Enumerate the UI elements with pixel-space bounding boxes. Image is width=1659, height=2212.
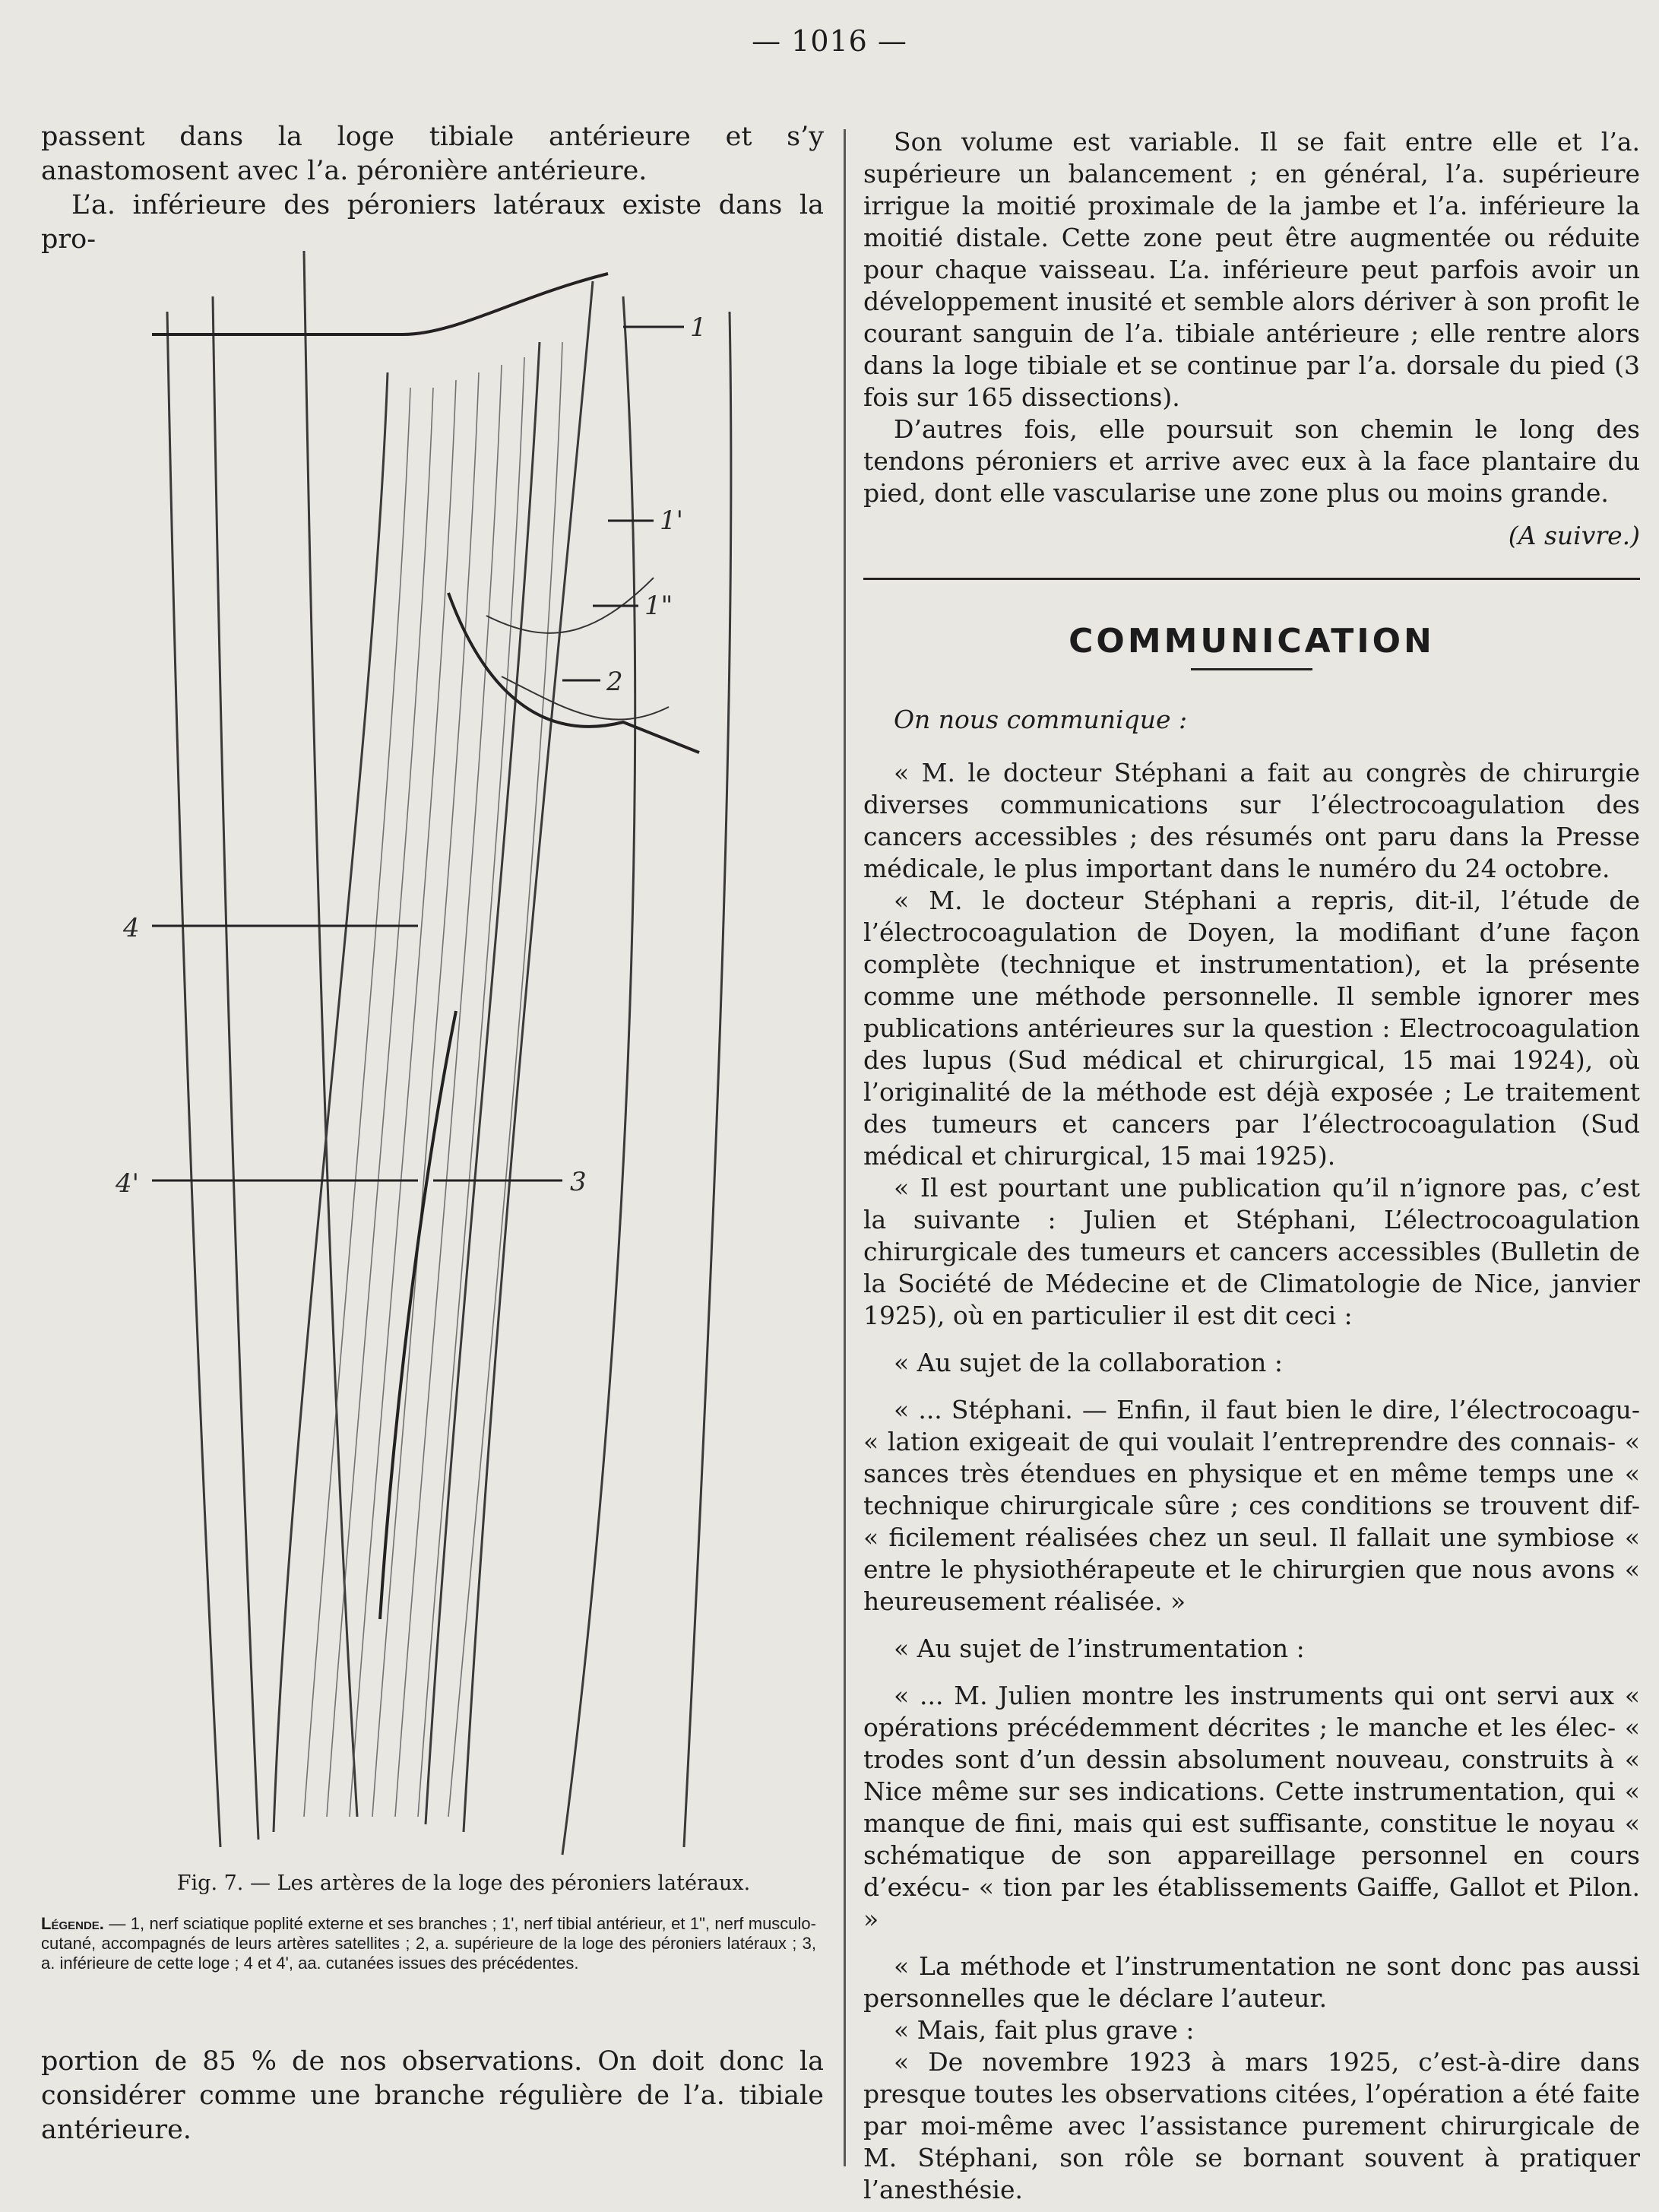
outer-outline-left <box>167 312 220 1847</box>
quote-7: « ... M. Julien montre les instruments qui ont servi aux « opérations précédemment décrites ; le manche et les élec- « trodes sont d’un dessin absolument nouveau, construits à « Nice même sur ses indications. Cette instrumentation, qui « manque de fini, mais qui est suffisante, constitue le noyau « schématique de son appareillage personnel en cours d’exécu- « tion par les établissements Gaiffe, Gallot et Pilon. » <box>863 1681 1640 1934</box>
right-paragraph-2: D’autres fois, elle poursuit son chemin le long des tendons péroniers et arrive avec eux à la face plantaire du pied, dont elle vascularise une zone plus ou moins grande. <box>863 414 1640 508</box>
left-column-bottom <box>41 2045 824 2147</box>
quote-2: « M. le docteur Stéphani a repris, dit-il, l’étude de l’électrocoagulation de Doyen, la modifiant d’une façon complète (technique et instrumentation), et la présente comme une méthode personnelle. Il semble ignorer mes publications antérieures sur la question : Electrocoagulation des lupus (Sud médical et chirurgical, 15 mai 1924), où l’originalité de la méthode est déjà exposée ; Le traitement des tumeurs et cancers par l’électrocoagulation (Sud médical et chirurgical, 15 mai 1925). <box>863 886 1640 1171</box>
outer-outline-right <box>562 296 635 1855</box>
quote-1: « M. le docteur Stéphani a fait au congrès de chirurgie diverses communications sur l’électrocoagulation des cancers accessibles ; des résumés ont paru dans la Presse médicale, le plus important dans le numéro du 24 octobre. <box>863 758 1640 883</box>
section-rule <box>863 578 1640 580</box>
label-3: 3 <box>570 1167 587 1197</box>
tibia-edge <box>304 251 357 1817</box>
label-4: 4 <box>123 913 140 943</box>
outer-outline-2 <box>213 296 258 1840</box>
label-4prime: 4' <box>116 1168 139 1199</box>
title-underline <box>1191 668 1312 670</box>
left-paragraph-2: L’a. inférieure des péroniers latéraux existe dans la pro- <box>41 190 824 255</box>
figure-caption: Fig. 7. — Les artères de la loge des péroniers latéraux. <box>176 1871 751 1895</box>
quote-8: « La méthode et l’instrumentation ne sont donc pas aussi personnelles que le déclare l’auteur. <box>863 1951 1640 2013</box>
left-column-top <box>41 120 824 257</box>
legend-text: — 1, nerf sciatique poplité externe et ses branches ; 1', nerf tibial antérieur, et 1", nerf musculo-cutané, accompagnés de leurs artères satellites ; 2, a. supérieure de la loge des péroniers latéraux ; 3, a. inférieure de cette loge ; 4 et 4', aa. cutanées issues des précédentes. <box>41 1914 816 1973</box>
lateral-border <box>684 312 731 1847</box>
right-column <box>863 126 1640 2206</box>
quote-5: « ... Stéphani. — Enfin, il faut bien le dire, l’électrocoagu- « lation exigeait de qui voulait l’entreprendre des connais- « sances très étendues en physique et en même temps une « technique chirurgicale sûre ; ces conditions se trouvent dif- « ficilement réalisées chez un seul. Il fallait une symbiose « entre le physiothérapeute et le chirurgien que nous avons « heureusement réalisée. » <box>863 1395 1640 1616</box>
quote-10: « De novembre 1923 à mars 1925, c’est-à-dire dans presque toutes les observations citées, l’opération a été faite par moi-même avec l’assistance purement chirurgicale de M. Stéphani, son rôle se bornant souvent à pratiquer l’anesthésie. <box>863 2047 1640 2204</box>
quote-9: « Mais, fait plus grave : <box>894 2015 1195 2045</box>
label-1: 1 <box>690 312 707 343</box>
column-divider <box>844 129 846 2166</box>
nerve-trunk <box>152 274 608 334</box>
muscle-outline-left <box>274 372 388 1832</box>
quote-6: « Au sujet de l’instrumentation : <box>894 1634 1305 1663</box>
page-number: — 1016 — <box>752 24 907 58</box>
left-paragraph-3: portion de 85 % de nos observations. On doit donc la considérer comme une branche régulière de l’a. tibiale antérieure. <box>41 2046 824 2145</box>
label-2: 2 <box>606 667 623 697</box>
label-1second: 1" <box>644 591 673 621</box>
quote-4: « Au sujet de la collaboration : <box>894 1348 1283 1377</box>
intro-line: On nous communique : <box>894 705 1188 734</box>
section-title: COMMUNICATION <box>1069 622 1435 661</box>
figure-legend <box>41 1914 816 1973</box>
to-be-continued: (A suivre.) <box>1508 521 1640 550</box>
anatomical-illustration <box>116 251 760 1878</box>
left-paragraph-1: passent dans la loge tibiale antérieure et s’y anastomosent avec l’a. péronière antérieure. <box>41 122 824 186</box>
label-1prime: 1' <box>660 505 683 536</box>
right-paragraph-1: Son volume est variable. Il se fait entre elle et l’a. supérieure un balancement ; en général, l’a. supérieure irrigue la moitié proximale de la jambe et l’a. inférieure la moitié distale. Cette zone peut être augmentée ou réduite pour chaque vaisseau. L’a. inférieure peut parfois avoir un développement inusité et semble alors dériver à son profit le courant sanguin de l’a. tibiale antérieure ; elle rentre alors dans la loge tibiale et se continue par l’a. dorsale du pied (3 fois sur 165 dissections). <box>863 127 1640 412</box>
quote-3: « Il est pourtant une publication qu’il n’ignore pas, c’est la suivante : Julien et Stéphani, L’électrocoagulation chirurgicale des tumeurs et cancers accessibles (Bulletin de la Société de Médecine et de Climatologie de Nice, janvier 1925), où en particulier il est dit ceci : <box>863 1173 1640 1330</box>
legend-label: Légende. <box>41 1914 104 1933</box>
